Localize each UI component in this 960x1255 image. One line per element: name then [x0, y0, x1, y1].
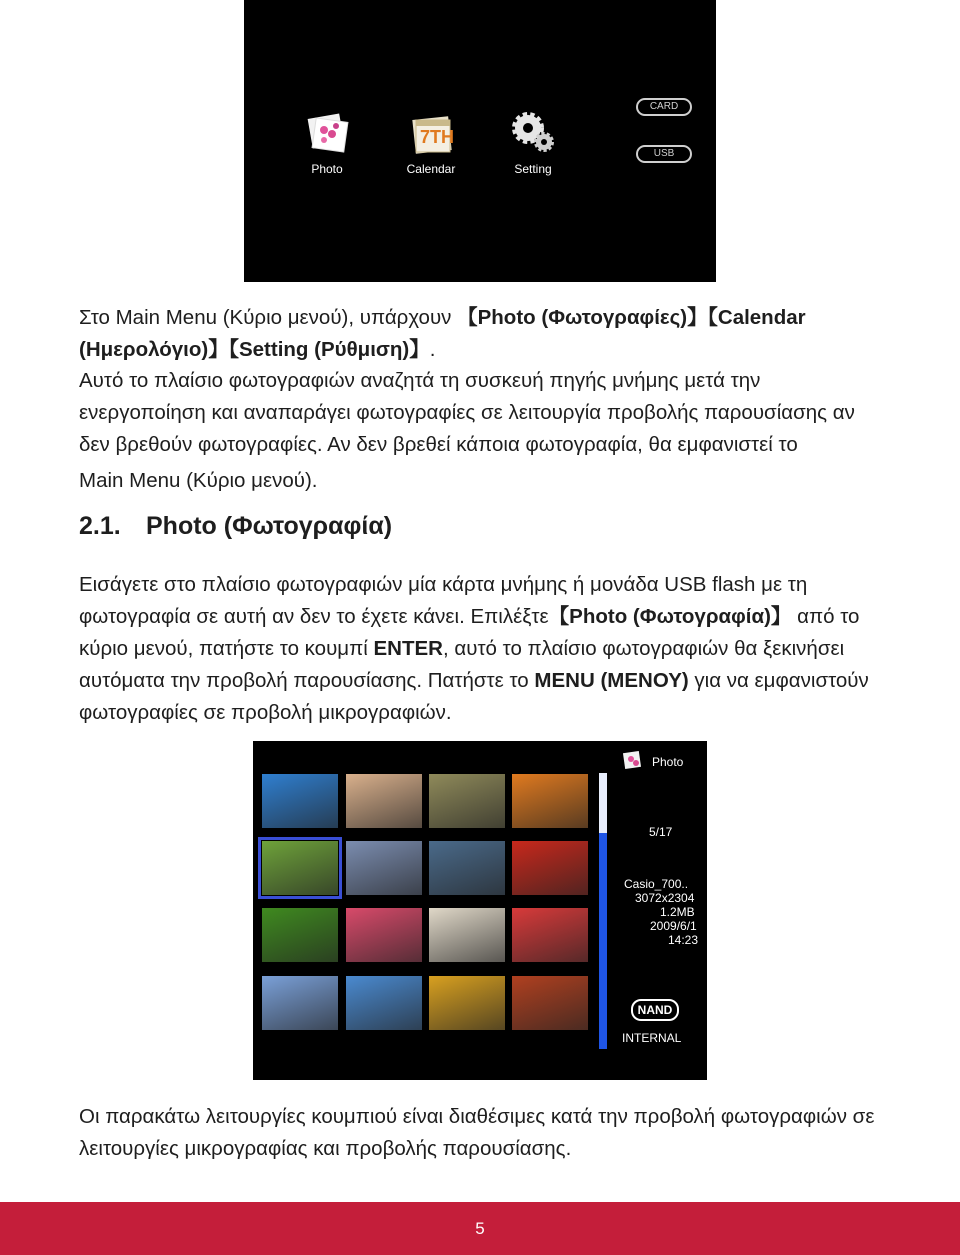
intro-period: .	[429, 338, 436, 361]
calendar-badge: 7TH	[420, 127, 455, 147]
thumbnail[interactable]	[512, 976, 588, 1030]
section-title: Photo (Φωτογραφία)	[146, 512, 393, 540]
body-menu-key: MENU (ΜΕΝΟΥ)	[534, 669, 689, 692]
section-number: 2.1.	[79, 512, 121, 540]
scrollbar[interactable]	[599, 773, 607, 1049]
photo-icon	[302, 110, 352, 156]
intro-paragraph-1	[79, 302, 883, 366]
thumbnail[interactable]	[262, 976, 338, 1030]
thumbnail[interactable]	[429, 774, 505, 828]
menu-item-setting[interactable]	[498, 110, 568, 176]
intro-text: Στο Main Menu (Κύριο μενού), υπάρχουν	[79, 306, 458, 329]
menu-item-calendar[interactable]	[396, 110, 466, 176]
page-footer	[0, 1202, 960, 1255]
intro-menu-names: 【Photo (Φωτογραφίες)】【Calendar (Ημερολόγιο)】【Setting (Ρύθμιση)】	[79, 306, 806, 361]
body-text: , αυτό το πλαίσιο φωτογραφιών θα ξεκινήσει αυτόματα την προβολή παρουσίασης. Πατήστε το	[79, 637, 845, 692]
memory-label: INTERNAL	[622, 1031, 682, 1045]
file-resolution: 3072x2304	[635, 891, 695, 905]
body-text: για να εμφανιστούν φωτογραφίες σε προβολή μικρογραφιών.	[79, 669, 869, 724]
thumbnail[interactable]	[346, 908, 422, 962]
body-enter-key: ENTER	[373, 637, 443, 660]
thumbnail[interactable]	[346, 841, 422, 895]
card-button[interactable]: CARD	[636, 98, 692, 116]
section-heading	[79, 512, 392, 541]
gear-icon	[508, 110, 558, 156]
thumbnail[interactable]	[262, 908, 338, 962]
file-date: 2009/6/1	[650, 919, 697, 933]
menu-item-label: Calendar	[406, 162, 456, 176]
intro-paragraph-2: Αυτό το πλαίσιο φωτογραφιών αναζητά τη συσκευή πηγής μνήμης μετά την ενεργοποίηση και αναπαράγει φωτογραφίες σε λειτουργία προβολής παρουσίασης αν δεν βρεθούν φωτογραφίες. Αν δεν βρεθεί κάποια φωτογραφία, θα εμφανιστεί το	[79, 369, 855, 456]
thumbnail-view-screenshot	[253, 741, 707, 1080]
usb-button[interactable]: USB	[636, 145, 692, 163]
menu-item-label: Photo	[311, 162, 343, 176]
mode-label: Photo	[652, 755, 684, 769]
menu-item-label: Setting	[514, 162, 552, 176]
photo-icon	[621, 749, 645, 773]
nand-badge: NAND	[631, 999, 679, 1021]
photo-counter: 5/17	[649, 825, 673, 839]
thumbnail[interactable]	[429, 841, 505, 895]
body-text: Εισάγετε στο πλαίσιο φωτογραφιών μία κάρτα μνήμης ή μονάδα USB flash με τη φωτογραφία σε αυτή αν δεν το έχετε κάνει. Επιλέξτε	[79, 573, 808, 628]
body-text: από το κύριο μενού, πατήστε το κουμπί	[79, 605, 860, 660]
thumbnail[interactable]	[262, 841, 338, 895]
closing-paragraph: Οι παρακάτω λειτουργίες κουμπιού είναι διαθέσιμες κατά την προβολή φωτογραφιών σε λειτουργίες μικρογραφίας και προβολής παρουσίασης.	[79, 1105, 875, 1160]
menu-item-photo[interactable]	[292, 110, 362, 176]
thumbnail[interactable]	[512, 774, 588, 828]
thumbnail[interactable]	[346, 774, 422, 828]
main-menu-screenshot	[244, 0, 716, 282]
thumbnail[interactable]	[429, 976, 505, 1030]
section-paragraph	[79, 569, 883, 729]
thumbnail[interactable]	[512, 908, 588, 962]
scrollbar-thumb[interactable]	[599, 773, 607, 833]
thumbnail[interactable]	[346, 976, 422, 1030]
thumbnail[interactable]	[429, 908, 505, 962]
page-number: 5	[475, 1219, 485, 1238]
body-photo-menu: 【Photo (Φωτογραφία)】	[548, 605, 792, 628]
thumbnail[interactable]	[262, 774, 338, 828]
file-name: Casio_700..	[624, 877, 689, 891]
intro-paragraph-3: Main Menu (Κύριο μενού).	[79, 469, 318, 492]
calendar-icon	[406, 110, 456, 156]
thumbnail[interactable]	[512, 841, 588, 895]
file-size: 1.2MB	[660, 905, 695, 919]
file-time: 14:23	[668, 933, 699, 947]
